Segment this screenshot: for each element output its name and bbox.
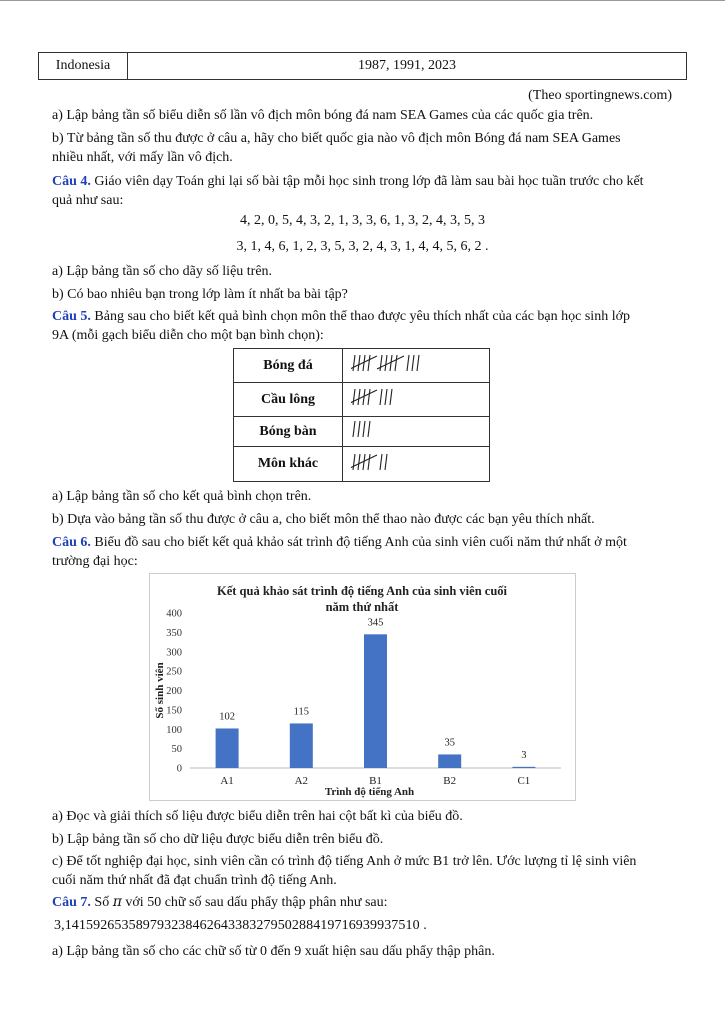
q6-part-a: a) Đọc và giải thích số liệu được biểu diễn trên hai cột bất kì của biểu đồ. [52, 809, 463, 824]
q6-text: Biểu đồ sau cho biết kết quả khảo sát trình độ tiếng Anh của sinh viên cuối năm thứ nhất ở một [90, 535, 627, 550]
tally-stroke [368, 454, 370, 470]
tally-stroke [390, 389, 392, 405]
page-top-rule [0, 0, 725, 1]
bar-b1 [364, 634, 387, 768]
tally-stroke [358, 355, 360, 371]
tally-stroke [380, 355, 382, 371]
tally-svg [351, 386, 471, 408]
years-cell: 1987, 1991, 2023 [128, 53, 687, 80]
tally-stroke [380, 389, 382, 405]
country-cell: Indonesia [39, 53, 128, 80]
table-row [234, 349, 490, 383]
tally-stroke [385, 389, 387, 405]
y-tick-label: 200 [166, 686, 182, 697]
tally-svg [351, 352, 471, 374]
tally-stroke [368, 355, 370, 371]
tally-stroke [358, 454, 360, 470]
q3-part-b-line1: b) Từ bảng tần số thu được ở câu a, hãy cho biết quốc gia nào vô địch môn Bóng đá nam SEA Games [52, 131, 621, 146]
tally-svg [351, 451, 471, 473]
tally-svg [351, 418, 471, 440]
y-tick-label: 400 [166, 608, 182, 620]
tally-marks [343, 383, 490, 417]
table-row [39, 53, 687, 80]
x-tick-label: B2 [443, 775, 457, 787]
tally-stroke [353, 389, 355, 405]
q4-intro-line1 [52, 172, 675, 191]
q5-text: Bảng sau cho biết kết quả bình chọn môn thể thao được yêu thích nhất của các bạn học sinh lớp [90, 309, 630, 324]
q7-label: Câu 7. [52, 895, 91, 910]
chart-title-line2: năm thứ nhất [325, 600, 399, 614]
sport-label: Cầu lông [234, 383, 343, 417]
x-tick-label: B1 [369, 775, 382, 787]
q7-intro [52, 893, 675, 912]
tally-stroke [407, 355, 409, 371]
y-axis-title: Số sinh viên [154, 662, 166, 719]
q7-text-post: với 50 chữ số sau dấu phẩy thập phân như sau: [121, 895, 388, 910]
q4-part-a: a) Lập bảng tần số cho dãy số liệu trên. [52, 264, 273, 279]
tally-marks [343, 417, 490, 447]
q4-label: Câu 4. [52, 174, 91, 189]
q5-part-a: a) Lập bảng tần số cho kết quả bình chọn trên. [52, 489, 312, 504]
tally-stroke [417, 355, 419, 371]
champions-table [38, 52, 687, 80]
q3-part-a: a) Lập bảng tần số biểu diễn số lần vô địch môn bóng đá nam SEA Games của các quốc gia trên. [52, 108, 594, 123]
tally-stroke [368, 389, 370, 405]
tally-marks [343, 349, 490, 383]
tally-stroke [353, 355, 355, 371]
y-tick-label: 100 [166, 724, 182, 736]
tally-stroke [363, 421, 365, 437]
q5-intro-line2: 9A (mỗi gạch biểu diễn cho một bạn bình chọn): [52, 328, 324, 343]
sport-label: Môn khác [234, 447, 343, 482]
english-level-chart [149, 573, 576, 801]
q5-label: Câu 5. [52, 309, 91, 324]
data-label: 102 [219, 711, 235, 723]
tally-stroke [395, 355, 397, 371]
tally-stroke [380, 454, 382, 470]
q5-intro-line1 [52, 307, 675, 326]
q7-part-a: a) Lập bảng tần số cho các chữ số từ 0 đến 9 xuất hiện sau dấu phẩy thập phân. [52, 944, 495, 959]
y-tick-label: 300 [166, 647, 182, 659]
tally-stroke [385, 454, 387, 470]
q3-part-b-line2: nhiều nhất, với mấy lần vô địch. [52, 150, 233, 165]
q6-label: Câu 6. [52, 535, 91, 550]
data-label: 35 [444, 737, 455, 749]
y-tick-label: 150 [166, 705, 182, 717]
bar-a1 [216, 728, 239, 768]
table-row [234, 447, 490, 482]
y-tick-label: 0 [176, 763, 182, 775]
q4-part-b: b) Có bao nhiêu bạn trong lớp làm ít nhất ba bài tập? [52, 287, 348, 302]
vote-tally-table [233, 348, 490, 482]
q4-text: Giáo viên dạy Toán ghi lại số bài tập mỗi học sinh trong lớp đã làm sau bài học tuần trước cho kết [90, 174, 644, 189]
tally-stroke [358, 389, 360, 405]
bar-c1 [512, 767, 535, 768]
y-tick-label: 350 [166, 627, 182, 639]
y-tick-label: 250 [166, 666, 182, 678]
data-label: 3 [521, 749, 527, 761]
chart-title-line1: Kết quả khảo sát trình độ tiếng Anh của sinh viên cuối [217, 584, 507, 598]
q4-data-line1: 4, 2, 0, 5, 4, 3, 2, 1, 3, 3, 6, 1, 3, 2, 4, 3, 5, 3 [240, 213, 485, 228]
q6-intro-line2: trường đại học: [52, 554, 138, 569]
pi-symbol: π [112, 894, 122, 910]
y-tick-label: 50 [171, 744, 182, 756]
tally-stroke [368, 421, 370, 437]
table-row [234, 383, 490, 417]
x-axis-title: Trình độ tiếng Anh [324, 786, 415, 798]
tally-marks [343, 447, 490, 482]
tally-stroke [353, 454, 355, 470]
tally-stroke [358, 421, 360, 437]
q6-part-c-line1: c) Để tốt nghiệp đại học, sinh viên cần có trình độ tiếng Anh ở mức B1 trở lên. Ước lượng tỉ lệ sinh viên [52, 854, 637, 869]
table-row [234, 417, 490, 447]
q6-part-c-line2: cuối năm thứ nhất đã đạt chuẩn trình độ tiếng Anh. [52, 873, 337, 888]
data-label: 345 [367, 617, 384, 629]
data-label: 115 [293, 706, 309, 718]
tally-stroke [385, 355, 387, 371]
sport-label: Bóng đá [234, 349, 343, 383]
pi-digits: 3,14159265358979323846264338327950288419716939937510 . [54, 918, 427, 933]
q6-intro-line1 [52, 533, 675, 552]
chart-svg [150, 574, 575, 800]
bar-b2 [438, 754, 461, 768]
tally-stroke [412, 355, 414, 371]
q4-data-line2: 3, 1, 4, 6, 1, 2, 3, 5, 3, 2, 4, 3, 1, 4, 4, 5, 6, 2 . [236, 239, 489, 254]
q4-intro-line2: quả như sau: [52, 193, 124, 208]
q5-part-b: b) Dựa vào bảng tần số thu được ở câu a, cho biết môn thể thao nào được các bạn yêu thích nhất. [52, 512, 595, 527]
x-tick-label: C1 [517, 775, 531, 787]
sport-label: Bóng bàn [234, 417, 343, 447]
x-tick-label: A1 [220, 775, 234, 787]
tally-stroke [353, 421, 355, 437]
x-tick-label: A2 [294, 775, 309, 787]
q7-text-pre: Số [90, 895, 113, 910]
source-note: (Theo sportingnews.com) [528, 88, 672, 103]
bar-a2 [290, 723, 313, 768]
q6-part-b: b) Lập bảng tần số cho dữ liệu được biểu diễn trên biểu đồ. [52, 832, 384, 847]
